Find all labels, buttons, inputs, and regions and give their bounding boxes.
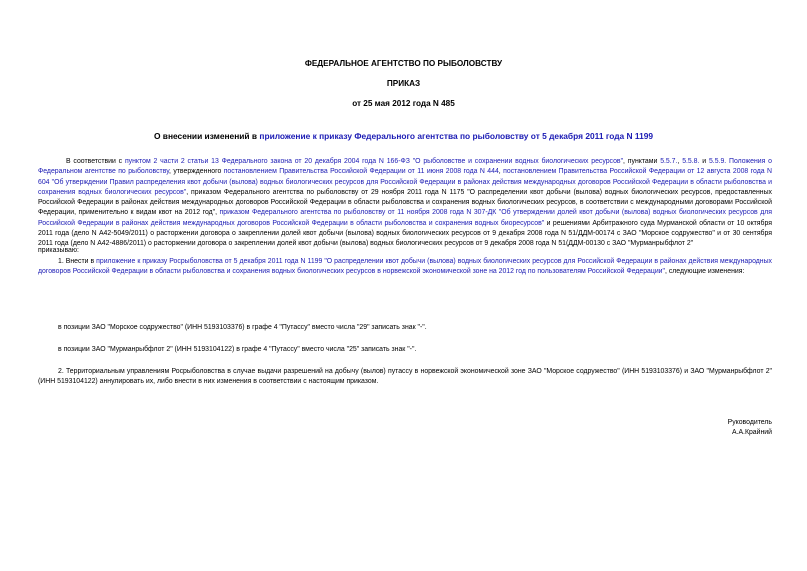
change-2-paragraph: в позиции ЗАО "Мурманрыбфлот 2" (ИНН 5193104122) в графе 4 "Путассу" вместо числа "25" записать знак "-".: [58, 346, 417, 353]
signature-block: [728, 418, 772, 439]
preamble-text-7: , приказом Федерального агентства по рыболовству от 29 ноября 2011 года N 1175 "О распределении квот добычи (вылова) водных биологических ресурсов, предоставленных Российской Федерации в районах действия международных договоров Российской Федерации в области рыболовства и сохранения водных биологических ресурсов, в соответствии с международными договорами Российской Федерации, применительно к видам квот на 2012 год",: [38, 188, 772, 217]
preamble-text-1: В соответствии с: [66, 158, 125, 165]
appendix-1199-link[interactable]: приложение к приказу Росрыболовства от 5 декабря 2011 года N 1199 "О распределении квот добычи (вылова) водных биологических ресурсов для Российской Федерации в районах действия международных договоров Российской Федерации в области рыболовства и сохранения водных биологических ресурсов в норвежской экономической зоне на 2012 год по пользователям Российской Федерации": [38, 258, 772, 276]
preamble-text-4: и: [699, 158, 709, 165]
change-1-paragraph: в позиции ЗАО "Морское содружество" (ИНН 5193103376) в графе 4 "Путассу" вместо числа "29" записать знак "-".: [58, 324, 427, 331]
agency-title: ФЕДЕРАЛЬНОЕ АГЕНТСТВО ПО РЫБОЛОВСТВУ: [304, 59, 503, 68]
document-type: ПРИКАЗ: [386, 79, 421, 88]
resolution-444-link[interactable]: постановлением Правительства Российской Федерации от 11 июня 2008 года N 444: [223, 168, 499, 176]
item-1-text-1: 1. Внести в: [58, 258, 97, 265]
preamble-text-6: ,: [498, 168, 504, 176]
item-1-paragraph: [38, 257, 772, 278]
item-1-text-2: , следующие изменения:: [664, 268, 745, 276]
preamble-text-5: , утвержденного: [168, 168, 224, 176]
resolution-604-link[interactable]: постановлением Правительства Российской Федерации от 12 августа 2008 года N 604 "Об утверждении Правил распределения квот добычи (вылова) водных биологических ресурсов для Российской Федерации в районах действия международных договоров Российской Федерации в области рыболовства и сохранения водных биологических ресурсов": [38, 168, 772, 196]
subject-prefix: О внесении изменений в: [153, 131, 260, 141]
clause-557-link[interactable]: 5.5.7.: [660, 158, 678, 165]
order-307-link[interactable]: приказом Федерального агентства по рыболовству от 11 ноября 2008 года N 307-ДК "Об утверждении долей квот добычи (вылова) водных биологических ресурсов для Российской Федерации в районах действия международных договоров Российской Федерации в области рыболовства и сохранения водных биоресурсов": [38, 209, 772, 227]
document-subject: [0, 131, 807, 141]
preamble-text-3: ,: [677, 158, 683, 165]
regulation-link[interactable]: 5.5.9. Положения о Федеральном агентстве по рыболовству: [38, 158, 772, 176]
signatory-position: Руководитель: [727, 419, 772, 426]
document-date-number: от 25 мая 2012 года N 485: [352, 99, 455, 108]
order-word: приказываю:: [38, 247, 79, 254]
clause-558-link[interactable]: 5.5.8.: [682, 158, 700, 165]
signatory-name: А.А.Крайний: [731, 429, 772, 437]
preamble-text-2: , пунктами: [623, 158, 661, 165]
subject-link[interactable]: приложение к приказу Федерального агентства по рыболовству от 5 декабря 2011 года N 1199: [259, 131, 654, 141]
item-2-paragraph: 2. Территориальным управлениям Росрыболовства в случае выдачи разрешений на добычу (вылов) путассу в норвежской экономической зоне ЗАО "Морское содружество" (ИНН 5193103376) и ЗАО "Мурманрыбфлот 2" (ИНН 5193104122) аннулировать их, либо внести в них изменения в соответствии с настоящим приказом.: [38, 368, 772, 386]
federal-law-link[interactable]: пунктом 2 части 2 статьи 13 Федерального закона от 20 декабря 2004 года N 166-ФЗ "О рыболовстве и сохранении водных биологических ресурсов": [124, 158, 624, 165]
preamble-paragraph: [38, 157, 772, 250]
preamble-text-8: и решениями Арбитражного суда Мурманской области от 10 октября 2011 года (дело N А42-5049/2011) о расторжении договора о закреплении долей квот добычи (вылова) водных биологических ресурсов от 9 декабря 2008 года N 51/ДДМ-00174 с ЗАО "Морское содружество" и от 30 сентября 2011 года (дело N А42-4886/2011) о расторжении договора о закреплении долей квот добычи (вылова) водных биологических ресурсов от 9 декабря 2008 года N 51(ДДМ-00130 с ЗАО "Мурманрыбфлот 2": [38, 219, 772, 248]
